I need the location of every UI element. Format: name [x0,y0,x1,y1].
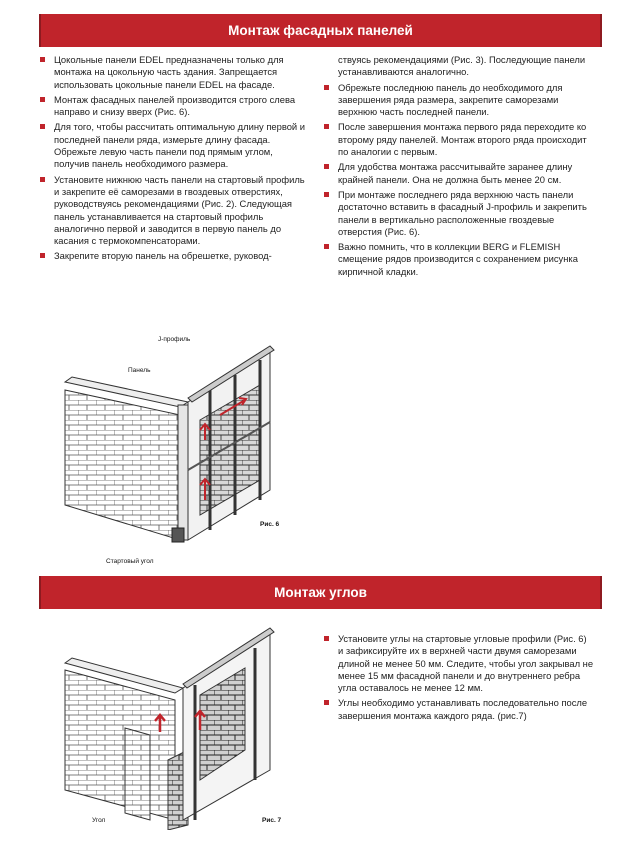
label-corner: Угол [92,817,106,824]
list-item: Важно помнить, что в коллекции BERG и FLEMISH смещение рядов производится с сохранением рисунка кирпичной кладки. [324,241,594,278]
list-item: Углы необходимо устанавливать последовательно после завершения монтажа каждого ряда. (рис.7) [324,697,594,722]
bullet-icon [324,636,329,641]
section-title-facade-panels: Монтаж фасадных панелей [39,14,602,47]
bullet-icon [324,244,329,249]
corners-text [324,633,594,725]
label-panel: Панель [128,367,151,374]
bullet-icon [324,700,329,705]
list-item: Монтаж фасадных панелей производится строго слева направо и снизу вверх (Рис. 6). [40,94,310,119]
bullet-icon [40,177,45,182]
bullet-icon [40,124,45,129]
list-item: Установите углы на стартовые угловые профили (Рис. 6) и зафиксируйте их в верхней части двумя саморезами длиной не менее 50 мм. Следите, чтобы угол закрывал не менее 15 мм фасадной панели и до внутреннего ребра угла оставалось не менее 12 мм. [324,633,594,694]
figure-7-illustration [60,620,300,830]
figure-6-caption: Рис. 6 [260,521,280,528]
bullet-icon [324,164,329,169]
corner-install-drawing [60,620,300,830]
label-j-profile: J-профиль [158,336,191,343]
right-column-text [324,54,594,281]
list-item: Установите нижнюю часть панели на стартовый профиль и закрепите её саморезами в гвоздевых отверстиях, руководствуясь рекомендациями (Рис. 2). Следующая панель устанавливается на стартовый профиль аналогично первой и заводится в первую панель до касания с термокомпенсаторами. [40,174,310,248]
list-item: Закрепите вторую панель на обрешетке, руковод- [40,250,310,262]
bullet-icon [324,85,329,90]
figure-7-caption: Рис. 7 [262,817,282,824]
list-item: Обрежьте последнюю панель до необходимого для завершения ряда размера, закрепите саморезами верхнюю часть последней панели. [324,82,594,119]
label-start-corner: Стартовый угол [106,558,154,565]
list-item: Цокольные панели EDEL предназначены только для монтажа на цокольную часть здания. Запрещается использовать цокольные панели EDEL на фасаде. [40,54,310,91]
bullet-icon [324,124,329,129]
list-item: Для того, чтобы рассчитать оптимальную длину первой и последней панели ряда, измерьте длину фасада. Обрежьте левую часть панели под прямым углом, получив панель необходимого размера. [40,121,310,170]
list-item: При монтаже последнего ряда верхнюю часть панели достаточно вставить в фасадный J-профиль и закрепить панели в вертикально расположенные гвоздевые отверстия (Рис. 6). [324,189,594,238]
bullet-icon [40,97,45,102]
section-title-corners: Монтаж углов [39,576,602,609]
bullet-icon [324,192,329,197]
figure-6-illustration [60,330,310,565]
list-item: Для удобства монтажа рассчитывайте заранее длину крайней панели. Она не должна быть менее 20 см. [324,161,594,186]
left-column-text [40,54,310,266]
list-item: После завершения монтажа первого ряда переходите ко второму ряду панелей. Монтаж второго ряда происходит по аналогии с первым. [324,121,594,158]
bullet-icon [40,57,45,62]
list-item-continuation: ствуясь рекомендациями (Рис. 3). Последующие панели устанавливаются аналогично. [338,54,586,78]
bullet-icon [40,253,45,258]
